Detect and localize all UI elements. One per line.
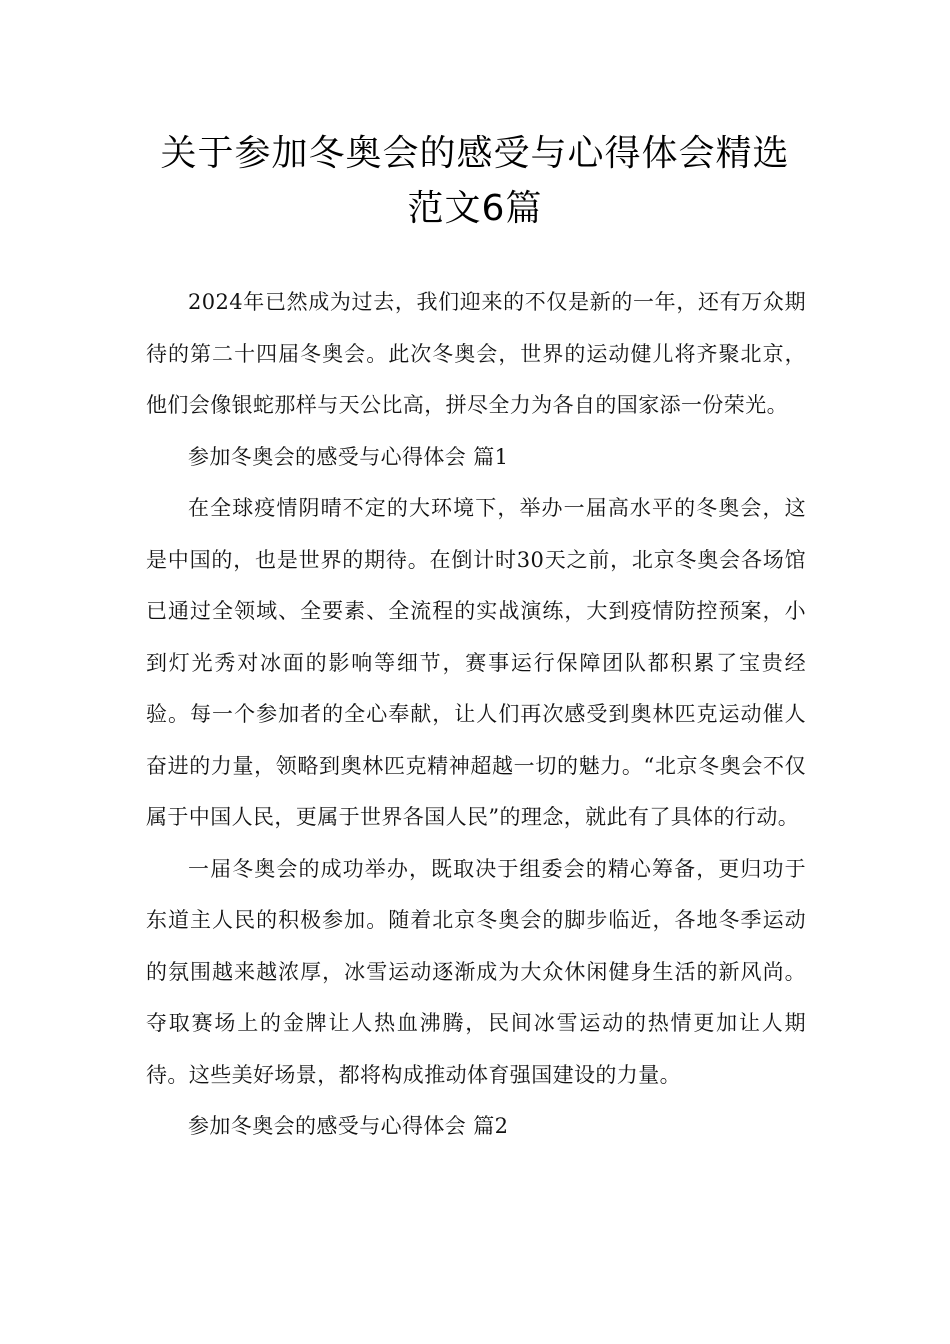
intro-paragraph: 2024年已然成为过去，我们迎来的不仅是新的一年，还有万众期待的第二十四届冬奥会。此次冬奥会，世界的运动健儿将齐聚北京，他们会像银蛇那样与天公比高，拼尽全力为各自的国家添一份荣光。 [146,290,806,417]
document-title [120,126,830,236]
section-1-paragraph-2: 一届冬奥会的成功举办，既取决于组委会的精心筹备，更归功于东道主人民的积极参加。随着北京冬奥会的脚步临近，各地冬季运动的氛围越来越浓厚，冰雪运动逐渐成为大众休闲健身生活的新风尚。夺取赛场上的金牌让人热血沸腾，民间冰雪运动的热情更加让人期待。这些美好场景，都将构成推动体育强国建设的力量。 [146,856,806,1087]
section-1-heading: 参加冬奥会的感受与心得体会 篇1 [188,444,509,469]
title-line-1: 关于参加冬奥会的感受与心得体会精选 [160,133,790,174]
section-2-heading: 参加冬奥会的感受与心得体会 篇2 [188,1114,509,1138]
section-1-paragraph-1: 在全球疫情阴晴不定的大环境下，举办一届高水平的冬奥会，这是中国的，也是世界的期待。在倒计时30天之前，北京冬奥会各场馆已通过全领域、全要素、全流程的实战演练，大到疫情防控预案，小到灯光秀对冰面的影响等细节，赛事运行保障团队都积累了宝贵经验。每一个参加者的全心奉献，让人们再次感受到奥林匹克运动催人奋进的力量，领略到奥林匹克精神超越一切的魅力。“北京冬奥会不仅属于中国人民，更属于世界各国人民”的理念，就此有了具体的行动。 [146,496,806,829]
title-line-2: 范文6篇 [407,188,543,229]
document-body [146,277,806,1153]
